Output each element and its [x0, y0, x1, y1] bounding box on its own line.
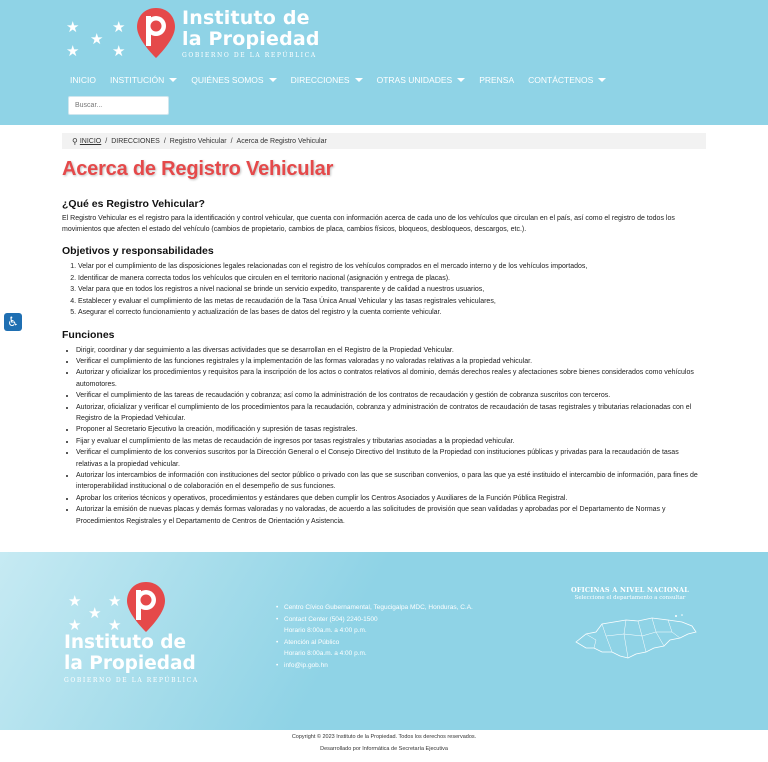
logo-line1: Instituto de: [182, 7, 310, 29]
list-item: • Dirigir, coordinar y dar seguimiento a las diversas actividades que se desarrollan en el Registro de la Propiedad Vehicular.: [76, 345, 706, 356]
contact-center-text: Contact Center (504) 2240-1500: [284, 615, 378, 623]
public-attention-text: Atención al Público: [284, 638, 340, 646]
breadcrumb-home-link[interactable]: INICIO: [79, 137, 102, 145]
footer-logo-text: [64, 632, 199, 684]
chevron-down-icon: [355, 78, 363, 82]
nav-item-inicio[interactable]: [70, 72, 96, 88]
list-item: • Verificar el cumplimiento de las funciones registrales y la implementación de las formas valoradas y no valoradas relativas a la propiedad vehicular.: [76, 356, 706, 367]
site-footer: [0, 552, 768, 730]
list-item: • Autorizar los intercambios de información con instituciones del sector público o privado con las que se suscriban convenios, o para las que ya esté instituido el intercambio de información, para fines de interoperabilidad institucional o de colaboración en el desempeño de sus funciones.: [76, 470, 706, 493]
objectives-list: [62, 261, 706, 319]
search-input[interactable]: [68, 96, 169, 115]
nav-label: PRENSA: [479, 75, 515, 85]
chevron-down-icon: [269, 78, 277, 82]
nav-label: INICIO: [70, 75, 96, 85]
breadcrumb-registro-vehicular[interactable]: Registro Vehicular: [169, 137, 227, 145]
footer-logo-subtitle: GOBIERNO DE LA REPÚBLICA: [64, 677, 199, 684]
logo-subtitle: GOBIERNO DE LA REPÚBLICA: [182, 52, 317, 59]
site-header: [0, 0, 768, 125]
breadcrumb-separator: /: [105, 137, 108, 145]
location-pin-logo-icon: [124, 580, 168, 634]
nav-item-direcciones[interactable]: [291, 72, 363, 88]
section-heading-que-es: ¿Qué es Registro Vehicular?: [62, 198, 205, 210]
nav-label: OTRAS UNIDADES: [376, 75, 453, 85]
list-item: • Fijar y evaluar el cumplimiento de las metas de recaudación de ingresos por tasas registrales y tributarias asociadas a la propiedad vehicular.: [76, 436, 706, 447]
breadcrumb-direcciones[interactable]: DIRECCIONES: [111, 137, 160, 145]
main-nav: [70, 72, 620, 88]
nav-item-otras-unidades[interactable]: [377, 72, 466, 88]
breadcrumb: [62, 133, 706, 149]
breadcrumb-current: Acerca de Registro Vehicular: [236, 137, 327, 145]
developed-by-text: Desarrollado por Informática de Secretaría Ejecutiva: [320, 746, 448, 752]
logo-line2: la Propiedad: [182, 28, 320, 50]
section-heading-funciones: Funciones: [62, 328, 115, 341]
email-link[interactable]: info@ip.gob.hn: [284, 661, 328, 669]
page-title: Acerca de Registro Vehicular: [62, 158, 334, 180]
offices-title: OFICINAS A NIVEL NACIONAL: [570, 586, 689, 594]
breadcrumb-separator: /: [163, 137, 166, 145]
list-item: • Verificar el cumplimiento de las tareas de recaudación y cobranza; así como la administración de los contratos de recaudación y gestión de cobranza suscritos con terceros.: [76, 390, 706, 401]
list-item: 4. Establecer y evaluar el cumplimiento de las metas de recaudación de la Tasa Única Anual Vehicular y las tasas registrales vehiculares,: [78, 296, 706, 308]
offices-panel: [570, 586, 690, 601]
breadcrumb-separator: /: [230, 137, 233, 145]
footer-logo-line2: la Propiedad: [64, 653, 196, 674]
functions-list: [62, 345, 706, 528]
list-item: • Aprobar los criterios técnicos y operativos, procedimientos y estándares que deben cumplir los Centros Asociados y Auxiliares de la Función Pública Registral.: [76, 493, 706, 504]
list-item: 5. Asegurar el correcto funcionamiento y actualización de las bases de datos del registro y la cuenta corriente vehicular.: [78, 307, 706, 319]
list-item: • Autorizar, oficializar y verificar el cumplimiento de los procedimientos para la recaudación, cobranza y administración de contratos de recaudación de tasas registrales y tributarias relacionadas con el Registro de la Propiedad Vehicular.: [76, 402, 706, 425]
nav-item-institucion[interactable]: [110, 72, 177, 88]
section-text-que-es: El Registro Vehicular es el registro para la identificación y control vehicular, que cuenta con información acerca de cada uno de los vehículos que circulan en el país, así como el registro de todos los movimientos que afecten el estado del vehículo (cambios de propietario, cambios de placa, cambios físicos, bloqueos, desbloqueos, descargos, etc.).: [62, 215, 675, 233]
nav-item-contactenos[interactable]: [528, 72, 606, 88]
address-text: Centro Cívico Gubernamental, Tegucigalpa MDC, Honduras, C.A.: [284, 604, 473, 611]
list-item: 1. Velar por el cumplimiento de las disposiciones legales relacionadas con el registro de los vehículos comprados en el mercado interno y de los vehículos importados,: [78, 261, 706, 273]
chevron-down-icon: [457, 78, 465, 82]
list-item: 2. Identificar de manera correcta todos los vehículos que circulen en el territorio nacional (asignación y entrega de placas).: [78, 273, 706, 285]
nav-label: DIRECCIONES: [290, 75, 350, 85]
list-item: • Autorizar la emisión de nuevas placas y demás formas valoradas y no valoradas, de acuerdo a las solicitudes de provisión que sean validadas y aprobadas por el Departamento de Normas y Procedimientos Registrales y el Departamento de Centros de Orientación y Asistencia.: [76, 504, 706, 527]
nav-item-prensa[interactable]: [479, 72, 514, 88]
chevron-down-icon: [598, 78, 606, 82]
list-item: • Verificar el cumplimiento de los convenios suscritos por la Dirección General o el Consejo Directivo del Instituto de la Propiedad con instituciones públicas y privadas para la recaudación de tasas relativas a la propiedad vehicular.: [76, 447, 706, 470]
list-item: • Proponer al Secretario Ejecutivo la creación, modificación y supresión de tasas registrales.: [76, 424, 706, 435]
location-pin-logo-icon: [134, 6, 178, 60]
accessibility-button[interactable]: [4, 313, 22, 331]
list-item: • Autorizar y oficializar los procedimientos y requisitos para la inscripción de los actos o contratos relativos al dominio, demás derechos reales y afectaciones sobre bienes considerados como vehículos automotores.: [76, 367, 706, 390]
public-hours-text: Horario 8:00a.m. a 4:00 p.m.: [284, 650, 367, 657]
main-content: [62, 158, 706, 527]
section-heading-objetivos: Objetivos y responsabilidades: [62, 245, 214, 257]
chevron-down-icon: [169, 78, 177, 82]
footer-logo-line1: Instituto de: [64, 632, 187, 653]
logo-text: [182, 8, 320, 59]
contact-info: • Centro Cívico Gubernamental, Tegucigalpa MDC, Honduras, C.A. • Contact Center (504) 2240-1500 Horario 8:00a.m. a 4:00 p.m. • Atención al Público Horario 8:00a.m. a 4:00 p.m. • info@ip.gob.hn: [276, 602, 473, 671]
honduras-map[interactable]: [572, 612, 698, 660]
list-item: 3. Velar para que en todos los registros a nivel nacional se brinde un servicio expedito, transparente y de calidad a nuestros usuarios,: [78, 284, 706, 296]
stars-icon: ★ ★ ★ ★ ★: [68, 593, 122, 634]
copyright-text: Copyright © 2023 Instituto de la Propiedad. Todos los derechos reservados.: [291, 734, 477, 740]
offices-subtitle: Seleccione el departamento a consultar: [574, 595, 686, 601]
nav-item-quienes-somos[interactable]: [191, 72, 276, 88]
nav-label: INSTITUCIÓN: [109, 75, 165, 85]
contact-hours-text: Horario 8:00a.m. a 4:00 p.m.: [284, 627, 367, 634]
site-logo[interactable]: [64, 6, 324, 64]
accessibility-icon: ♿: [7, 314, 19, 329]
map-marker-icon: ⚲: [72, 136, 78, 146]
stars-icon: ★ ★ ★ ★ ★: [66, 19, 126, 60]
nav-label: QUIÉNES SOMOS: [191, 75, 264, 85]
nav-label: CONTÁCTENOS: [528, 75, 594, 85]
footer-logo[interactable]: [64, 580, 224, 690]
